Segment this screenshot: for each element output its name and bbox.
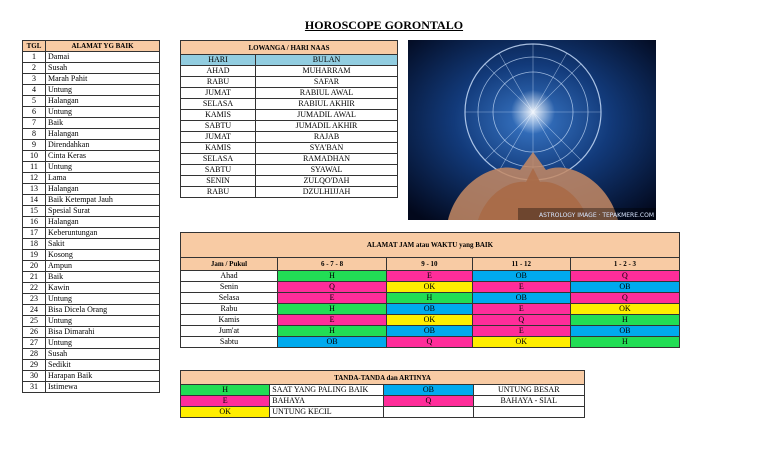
- tgl-number: 27: [23, 338, 46, 349]
- jam-title: ALAMAT JAM atau WAKTU yang BAIK: [181, 233, 680, 258]
- tgl-row: [23, 96, 160, 107]
- tgl-number: 8: [23, 129, 46, 140]
- tgl-meaning: Halangan: [46, 217, 160, 228]
- jam-code-cell: OB: [472, 271, 570, 282]
- tgl-number: 16: [23, 217, 46, 228]
- tgl-meaning: Harapan Baik: [46, 371, 160, 382]
- jam-code-cell: OK: [387, 315, 473, 326]
- tgl-meaning: Untung: [46, 107, 160, 118]
- lowanga-row: [181, 110, 398, 121]
- tgl-row: [23, 349, 160, 360]
- alamat-header: ALAMAT YG BAIK: [46, 41, 160, 52]
- tgl-meaning: Kawin: [46, 283, 160, 294]
- jam-code-cell: OB: [387, 304, 473, 315]
- tgl-number: 5: [23, 96, 46, 107]
- tgl-number: 15: [23, 206, 46, 217]
- tgl-number: 13: [23, 184, 46, 195]
- jam-code-cell: OB: [570, 282, 679, 293]
- lowanga-row: [181, 66, 398, 77]
- tgl-number: 31: [23, 382, 46, 393]
- jam-code-cell: E: [387, 271, 473, 282]
- page-title: HOROSCOPE GORONTALO: [304, 18, 464, 32]
- tgl-number: 24: [23, 305, 46, 316]
- jam-code-cell: Q: [570, 271, 679, 282]
- legend-code: E: [181, 396, 270, 407]
- tgl-number: 3: [23, 74, 46, 85]
- tgl-meaning: Kosong: [46, 250, 160, 261]
- tgl-number: 18: [23, 239, 46, 250]
- legend-code: Q: [384, 396, 473, 407]
- lowanga-row: [181, 143, 398, 154]
- legend-code: H: [181, 385, 270, 396]
- lowanga-table: [180, 40, 398, 198]
- tgl-number: 21: [23, 272, 46, 283]
- tgl-number: 6: [23, 107, 46, 118]
- jam-col-header: 1 - 2 - 3: [570, 258, 679, 271]
- jam-row: [181, 337, 680, 348]
- jam-code-cell: H: [278, 304, 387, 315]
- tgl-row: [23, 239, 160, 250]
- bulan-cell: RABIUL AWAL: [256, 88, 398, 99]
- tgl-row: [23, 283, 160, 294]
- jam-col-header: 6 - 7 - 8: [278, 258, 387, 271]
- tgl-header: TGL: [23, 41, 46, 52]
- tgl-meaning: Damai: [46, 52, 160, 63]
- jam-row: [181, 326, 680, 337]
- jam-code-cell: H: [278, 326, 387, 337]
- bulan-header: BULAN: [256, 55, 398, 66]
- jam-code-cell: Q: [570, 293, 679, 304]
- tgl-number: 29: [23, 360, 46, 371]
- jam-row: [181, 271, 680, 282]
- tgl-meaning: Sedikit: [46, 360, 160, 371]
- legend-meaning: BAHAYA: [270, 396, 384, 407]
- tgl-row: [23, 228, 160, 239]
- jam-table: [180, 232, 680, 348]
- legend-code: OB: [384, 385, 473, 396]
- lowanga-row: [181, 77, 398, 88]
- jam-col-header: 9 - 10: [387, 258, 473, 271]
- lowanga-row: [181, 88, 398, 99]
- hari-cell: SELASA: [181, 99, 256, 110]
- jam-code-cell: Q: [278, 282, 387, 293]
- image-caption: ASTROLOGY IMAGE · TEPAKMERE.COM: [538, 212, 654, 219]
- tgl-number: 28: [23, 349, 46, 360]
- tgl-row: [23, 206, 160, 217]
- tgl-number: 9: [23, 140, 46, 151]
- jam-code-cell: E: [472, 304, 570, 315]
- tgl-row: [23, 327, 160, 338]
- tgl-meaning: Susah: [46, 349, 160, 360]
- tgl-row: [23, 184, 160, 195]
- tgl-meaning: Lama: [46, 173, 160, 184]
- tgl-row: [23, 162, 160, 173]
- legend-code: [384, 407, 473, 418]
- jam-code-cell: E: [278, 293, 387, 304]
- tgl-table: [22, 40, 160, 393]
- jam-code-cell: OK: [472, 337, 570, 348]
- hari-cell: SENIN: [181, 176, 256, 187]
- legend-code: OK: [181, 407, 270, 418]
- bulan-cell: RABIUL AKHIR: [256, 99, 398, 110]
- tgl-number: 19: [23, 250, 46, 261]
- tgl-meaning: Marah Pahit: [46, 74, 160, 85]
- legend-row: [181, 396, 585, 407]
- tgl-meaning: Untung: [46, 162, 160, 173]
- tgl-number: 26: [23, 327, 46, 338]
- tgl-number: 1: [23, 52, 46, 63]
- jam-code-cell: E: [278, 315, 387, 326]
- bulan-cell: ZULQO'DAH: [256, 176, 398, 187]
- legend-title: TANDA-TANDA dan ARTINYA: [181, 371, 585, 385]
- jam-col-header: Jam / Pukul: [181, 258, 278, 271]
- tgl-number: 25: [23, 316, 46, 327]
- tgl-number: 11: [23, 162, 46, 173]
- jam-row: [181, 293, 680, 304]
- bulan-cell: MUHARRAM: [256, 66, 398, 77]
- legend-table: [180, 370, 585, 418]
- tgl-meaning: Cinta Keras: [46, 151, 160, 162]
- hari-cell: KAMIS: [181, 143, 256, 154]
- tgl-row: [23, 360, 160, 371]
- tgl-meaning: Untung: [46, 316, 160, 327]
- tgl-meaning: Istimewa: [46, 382, 160, 393]
- lowanga-row: [181, 165, 398, 176]
- jam-code-cell: H: [278, 271, 387, 282]
- tgl-row: [23, 129, 160, 140]
- jam-row: [181, 282, 680, 293]
- tgl-number: 23: [23, 294, 46, 305]
- jam-day: Rabu: [181, 304, 278, 315]
- tgl-number: 14: [23, 195, 46, 206]
- tgl-row: [23, 382, 160, 393]
- legend-meaning: [473, 407, 585, 418]
- legend-meaning: UNTUNG KECIL: [270, 407, 384, 418]
- jam-code-cell: OB: [387, 326, 473, 337]
- jam-day: Sabtu: [181, 337, 278, 348]
- tgl-row: [23, 74, 160, 85]
- jam-code-cell: Q: [472, 315, 570, 326]
- tgl-meaning: Baik Ketempat Jauh: [46, 195, 160, 206]
- hari-cell: SABTU: [181, 165, 256, 176]
- tgl-meaning: Baik: [46, 118, 160, 129]
- jam-code-cell: E: [472, 326, 570, 337]
- tgl-number: 7: [23, 118, 46, 129]
- lowanga-row: [181, 132, 398, 143]
- jam-code-cell: OK: [570, 304, 679, 315]
- tgl-meaning: Spesial Surat: [46, 206, 160, 217]
- jam-code-cell: H: [570, 337, 679, 348]
- tgl-meaning: Bisa Dicela Orang: [46, 305, 160, 316]
- tgl-row: [23, 305, 160, 316]
- tgl-meaning: Keberuntungan: [46, 228, 160, 239]
- hari-cell: JUMAT: [181, 132, 256, 143]
- jam-code-cell: OB: [472, 293, 570, 304]
- legend-row: [181, 385, 585, 396]
- jam-row: [181, 315, 680, 326]
- hari-cell: SABTU: [181, 121, 256, 132]
- tgl-number: 4: [23, 85, 46, 96]
- bulan-cell: RAMADHAN: [256, 154, 398, 165]
- tgl-meaning: Halangan: [46, 129, 160, 140]
- tgl-number: 17: [23, 228, 46, 239]
- legend-meaning: UNTUNG BESAR: [473, 385, 585, 396]
- tgl-meaning: Sakit: [46, 239, 160, 250]
- lowanga-row: [181, 99, 398, 110]
- jam-code-cell: H: [387, 293, 473, 304]
- bulan-cell: JUMADIL AWAL: [256, 110, 398, 121]
- tgl-row: [23, 140, 160, 151]
- lowanga-row: [181, 176, 398, 187]
- jam-day: Kamis: [181, 315, 278, 326]
- tgl-row: [23, 316, 160, 327]
- jam-day: Selasa: [181, 293, 278, 304]
- tgl-meaning: Susah: [46, 63, 160, 74]
- tgl-number: 20: [23, 261, 46, 272]
- jam-code-cell: OB: [278, 337, 387, 348]
- tgl-meaning: Untung: [46, 85, 160, 96]
- hari-header: HARI: [181, 55, 256, 66]
- tgl-number: 10: [23, 151, 46, 162]
- tgl-row: [23, 250, 160, 261]
- tgl-row: [23, 118, 160, 129]
- zodiac-wheel-illustration: [408, 40, 656, 220]
- lowanga-row: [181, 187, 398, 198]
- tgl-row: [23, 52, 160, 63]
- tgl-number: 22: [23, 283, 46, 294]
- jam-row: [181, 304, 680, 315]
- hari-cell: AHAD: [181, 66, 256, 77]
- tgl-number: 2: [23, 63, 46, 74]
- bulan-cell: RAJAB: [256, 132, 398, 143]
- tgl-meaning: Untung: [46, 338, 160, 349]
- tgl-row: [23, 107, 160, 118]
- jam-code-cell: Q: [387, 337, 473, 348]
- tgl-meaning: Baik: [46, 272, 160, 283]
- jam-code-cell: H: [570, 315, 679, 326]
- bulan-cell: SAFAR: [256, 77, 398, 88]
- tgl-row: [23, 217, 160, 228]
- legend-meaning: BAHAYA - SIAL: [473, 396, 585, 407]
- tgl-row: [23, 294, 160, 305]
- bulan-cell: SYAWAL: [256, 165, 398, 176]
- bulan-cell: SYA'BAN: [256, 143, 398, 154]
- jam-day: Ahad: [181, 271, 278, 282]
- zodiac-image: [408, 40, 656, 220]
- legend-meaning: SAAT YANG PALING BAIK: [270, 385, 384, 396]
- tgl-number: 12: [23, 173, 46, 184]
- tgl-row: [23, 195, 160, 206]
- tgl-meaning: Untung: [46, 294, 160, 305]
- lowanga-row: [181, 121, 398, 132]
- jam-day: Senin: [181, 282, 278, 293]
- legend-row: [181, 407, 585, 418]
- tgl-row: [23, 338, 160, 349]
- tgl-row: [23, 272, 160, 283]
- tgl-meaning: Bisa Dimarahi: [46, 327, 160, 338]
- jam-code-cell: E: [472, 282, 570, 293]
- bulan-cell: JUMADIL AKHIR: [256, 121, 398, 132]
- tgl-number: 30: [23, 371, 46, 382]
- tgl-meaning: Ampun: [46, 261, 160, 272]
- lowanga-row: [181, 154, 398, 165]
- lowanga-title: LOWANGA / HARI NAAS: [181, 41, 398, 55]
- tgl-row: [23, 151, 160, 162]
- hari-cell: SELASA: [181, 154, 256, 165]
- tgl-row: [23, 371, 160, 382]
- jam-day: Jum'at: [181, 326, 278, 337]
- tgl-meaning: Halangan: [46, 96, 160, 107]
- tgl-row: [23, 63, 160, 74]
- tgl-row: [23, 85, 160, 96]
- tgl-row: [23, 261, 160, 272]
- tgl-meaning: Halangan: [46, 184, 160, 195]
- hari-cell: RABU: [181, 77, 256, 88]
- jam-col-header: 11 - 12: [472, 258, 570, 271]
- jam-code-cell: OK: [387, 282, 473, 293]
- tgl-row: [23, 173, 160, 184]
- jam-code-cell: OB: [570, 326, 679, 337]
- hari-cell: RABU: [181, 187, 256, 198]
- bulan-cell: DZULHIJJAH: [256, 187, 398, 198]
- hari-cell: KAMIS: [181, 110, 256, 121]
- hari-cell: JUMAT: [181, 88, 256, 99]
- tgl-meaning: Direndahkan: [46, 140, 160, 151]
